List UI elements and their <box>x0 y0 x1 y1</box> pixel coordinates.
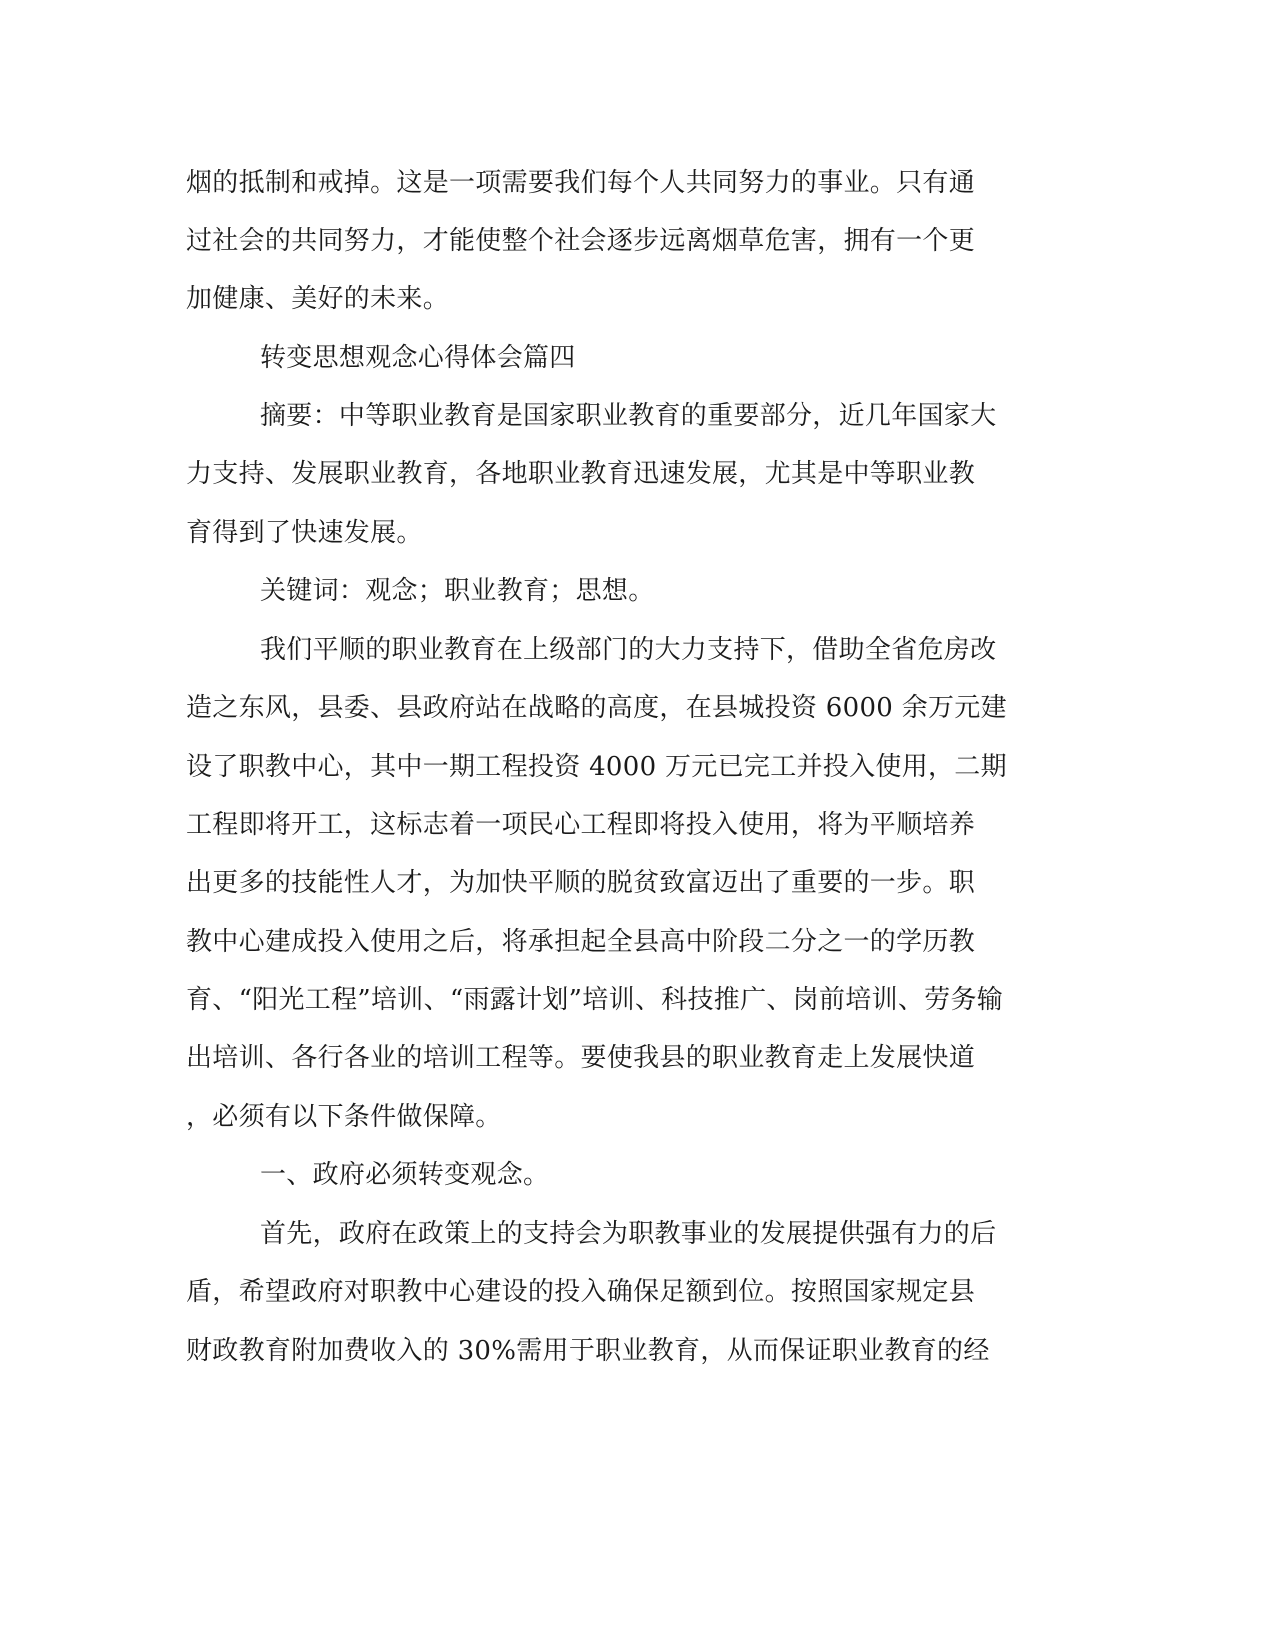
text-line: 烟的抵制和戒掉。这是一项需要我们每个人共同努力的事业。只有通 <box>186 168 976 198</box>
body-paragraph: 首先，政府在政策上的支持会为职教事业的发展提供强有力的后 <box>260 1219 997 1249</box>
text-line: 工程即将开工，这标志着一项民心工程即将投入使用，将为平顺培养 <box>186 810 976 840</box>
subheading: 一、政府必须转变观念。 <box>260 1160 550 1190</box>
text-line: 育、“阳光工程”培训、“雨露计划”培训、科技推广、岗前培训、劳务输 <box>186 985 1004 1015</box>
text-line: 盾，希望政府对职教中心建设的投入确保足额到位。按照国家规定县 <box>186 1277 976 1307</box>
section-heading: 转变思想观念心得体会篇四 <box>260 343 576 373</box>
text-line: 财政教育附加费收入的 30%需用于职业教育，从而保证职业教育的经 <box>186 1336 990 1366</box>
text-line: 力支持、发展职业教育，各地职业教育迅速发展，尤其是中等职业教 <box>186 459 976 489</box>
text-line: 造之东风，县委、县政府站在战略的高度，在县城投资 6000 余万元建 <box>186 693 1007 723</box>
text-line: 教中心建成投入使用之后，将承担起全县高中阶段二分之一的学历教 <box>186 927 976 957</box>
text-line: 设了职教中心，其中一期工程投资 4000 万元已完工并投入使用，二期 <box>186 752 1007 782</box>
text-line: 出更多的技能性人才，为加快平顺的脱贫致富迈出了重要的一步。职 <box>186 868 976 898</box>
text-line: 加健康、美好的未来。 <box>186 284 450 314</box>
keywords-line: 关键词：观念；职业教育；思想。 <box>260 576 655 606</box>
text-line: 过社会的共同努力，才能使整个社会逐步远离烟草危害，拥有一个更 <box>186 226 976 256</box>
text-line: ，必须有以下条件做保障。 <box>186 1102 502 1132</box>
abstract-paragraph: 摘要：中等职业教育是国家职业教育的重要部分，近几年国家大 <box>260 401 997 431</box>
text-line: 育得到了快速发展。 <box>186 518 423 548</box>
body-paragraph: 我们平顺的职业教育在上级部门的大力支持下，借助全省危房改 <box>260 635 997 665</box>
text-line: 出培训、各行各业的培训工程等。要使我县的职业教育走上发展快道 <box>186 1043 976 1073</box>
